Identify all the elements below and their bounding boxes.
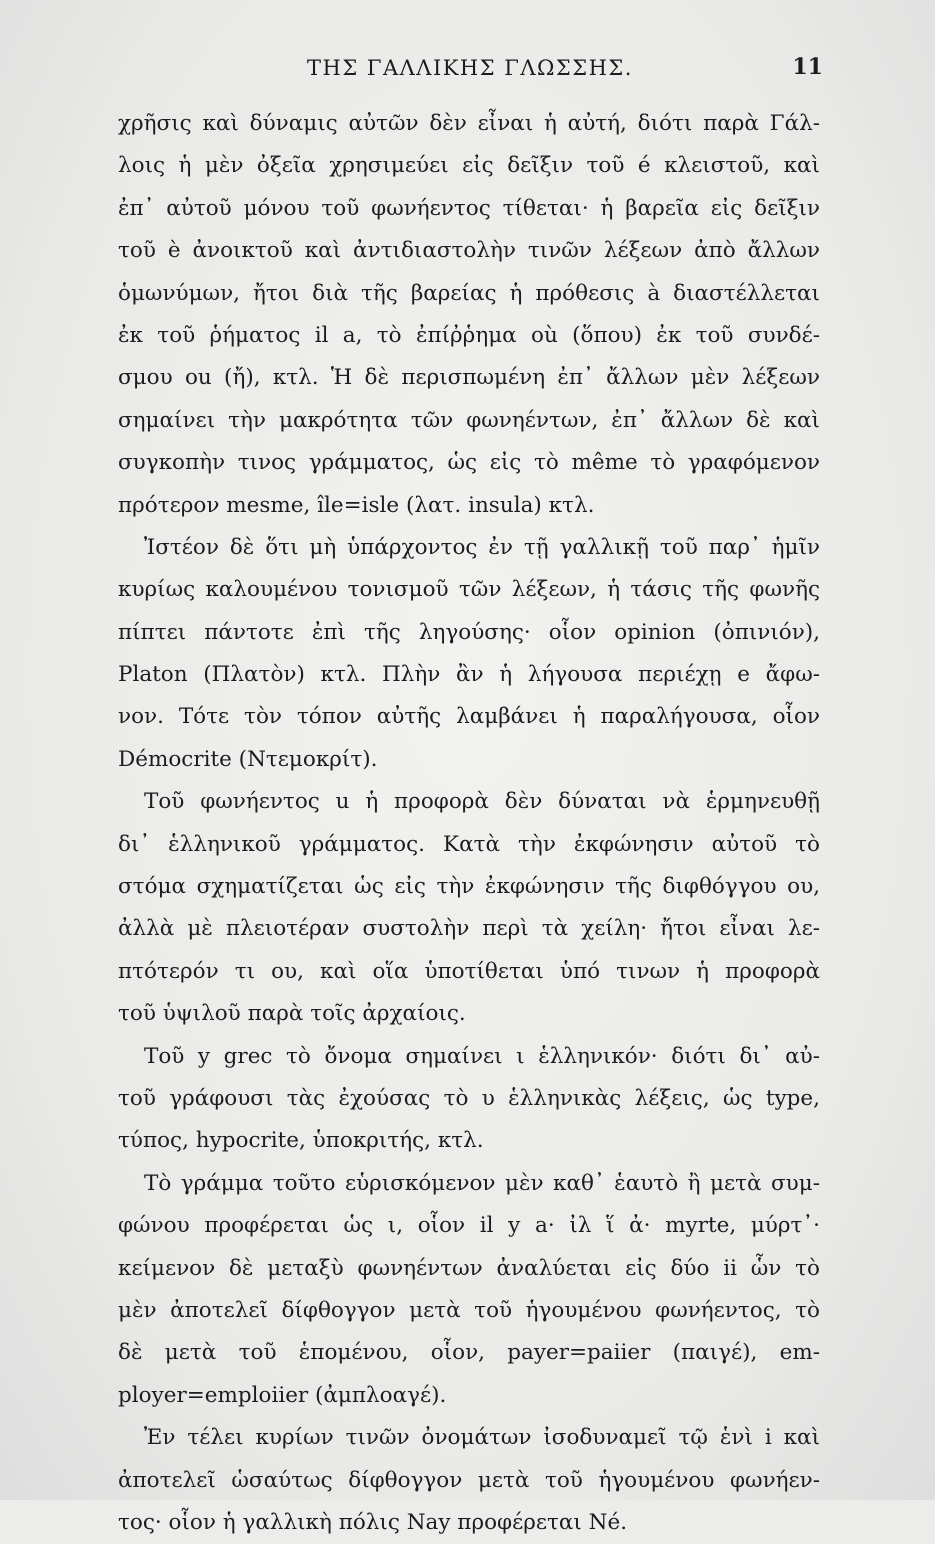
text-line: πρότερον mesme, île=isle (λατ. insula) κτλ. <box>118 492 595 518</box>
text-line: τοῦ γράφουσι τὰς ἐχούσας τὸ υ ἑλληνικὰς λέξεις, ὡς type, <box>118 1085 820 1111</box>
text-line: ἐκ τοῦ ῥήματος il a, τὸ ἐπίῤῥημα où (ὅπου) ἐκ τοῦ συνδέ- <box>118 322 820 348</box>
running-title: ΤΗΣ ΓΑΛΛΙΚΗΣ ΓΛΩΣΣΗΣ. <box>307 56 633 80</box>
text-line: μὲν ἀποτελεῖ δίφθογγον μετὰ τοῦ ἡγουμένου φωνήεντος, τὸ <box>118 1297 820 1323</box>
text-line: τοῦ ὑψιλοῦ παρὰ τοῖς ἀρχαίοις. <box>118 1001 466 1027</box>
text-line: ployer=emploiier (ἀμπλοαγέ). <box>118 1382 447 1408</box>
text-line: Ἰστέον δὲ ὅτι μὴ ὑπάρχοντος ἐν τῇ γαλλικῇ τοῦ παρ᾽ ἡμῖν <box>144 534 820 560</box>
text-line: ὁμωνύμων, ἤτοι διὰ τῆς βαρείας ἡ πρόθεσις à διαστέλλεται <box>118 280 820 306</box>
text-line: Démocrite (Ντεμοκρίτ). <box>118 746 378 772</box>
text-line: Ἐν τέλει κυρίων τινῶν ὀνομάτων ἰσοδυναμεῖ τῷ ἑνὶ i καὶ <box>144 1425 820 1451</box>
text-line: πίπτει πάντοτε ἐπὶ τῆς ληγούσης· οἷον opinion (ὀπινιόν), <box>118 619 820 645</box>
text-line: σμου ou (ἤ), κτλ. Ἡ δὲ περισπωμένη ἐπ᾽ ἄλλων μὲν λέξεων <box>118 365 820 391</box>
text-line: τύπος, hypocrite, ὑποκριτής, κτλ. <box>118 1128 484 1154</box>
text-line: σημαίνει τὴν μακρότητα τῶν φωνηέντων, ἐπ᾽ ἄλλων δὲ καὶ <box>118 407 820 433</box>
text-line: τος· οἷον ἡ γαλλικὴ πόλις Nay προφέρεται Né. <box>118 1509 628 1535</box>
text-line: κυρίως καλουμένου τονισμοῦ τῶν λέξεων, ἡ τάσις τῆς φωνῆς <box>118 577 820 603</box>
page-number: 11 <box>792 54 823 80</box>
text-line: δὲ μετὰ τοῦ ἑπομένου, οἷον, payer=paiier (παιγέ), em- <box>118 1340 820 1366</box>
text-line: χρῆσις καὶ δύναμις αὐτῶν δὲν εἶναι ἡ αὐτή, διότι παρὰ Γάλ- <box>118 111 820 136</box>
text-line: δι᾽ ἑλληνικοῦ γράμματος. Κατὰ τὴν ἐκφώνησιν αὐτοῦ τὸ <box>118 831 820 857</box>
text-line: Τοῦ φωνήεντος u ἡ προφορὰ δὲν δύναται νὰ ἑρμηνευθῇ <box>144 789 820 815</box>
text-line: πτότερόν τι ου, καὶ οἵα ὑποτίθεται ὑπό τινων ἡ προφορὰ <box>118 958 820 984</box>
text-line: νον. Τότε τὸν τόπον αὐτῆς λαμβάνει ἡ παραλήγουσα, οἷον <box>118 704 820 730</box>
text-line: Τοῦ y grec τὸ ὄνομα σημαίνει ι ἑλληνικόν· διότι δι᾽ αὐ- <box>144 1043 820 1069</box>
body-text <box>118 103 820 1544</box>
text-line: φώνου προφέρεται ὡς ι, οἷον il y a· ἰλ ἵ ἀ· myrte, μύρτ᾽· <box>118 1213 820 1239</box>
running-head <box>115 56 825 90</box>
text-line: συγκοπὴν τινος γράμματος, ὡς εἰς τὸ même τὸ γραφόμενον <box>118 450 820 476</box>
text-line: Platon (Πλατὸν) κτλ. Πλὴν ἂν ἡ λήγουσα περιέχῃ e ἄφω- <box>118 662 820 688</box>
text-line: ἀλλὰ μὲ πλειοτέραν συστολὴν περὶ τὰ χείλη· ἤτοι εἶναι λε- <box>118 916 820 942</box>
text-line: κείμενον δὲ μεταξὺ φωνηέντων ἀναλύεται εἰς δύο ii ὧν τὸ <box>118 1255 820 1281</box>
text-line: στόμα σχηματίζεται ὡς εἰς τὴν ἐκφώνησιν τῆς διφθόγγου ου, <box>118 874 820 900</box>
text-line: λοις ἡ μὲν ὀξεῖα χρησιμεύει εἰς δεῖξιν τοῦ é κλειστοῦ, καὶ <box>118 153 820 179</box>
text-line: τοῦ è ἀνοικτοῦ καὶ ἀντιδιαστολὴν τινῶν λέξεων ἀπὸ ἄλλων <box>118 238 820 264</box>
text-line: Τὸ γράμμα τοῦτο εὑρισκόμενον μὲν καθ᾽ ἑαυτὸ ἢ μετὰ συμ- <box>144 1170 820 1196</box>
text-line: ἐπ᾽ αὐτοῦ μόνου τοῦ φωνήεντος τίθεται· ἡ βαρεῖα εἰς δεῖξιν <box>118 195 820 221</box>
text-line: ἀποτελεῖ ὡσαύτως δίφθογγον μετὰ τοῦ ἡγουμένου φωνήεν- <box>118 1467 820 1493</box>
